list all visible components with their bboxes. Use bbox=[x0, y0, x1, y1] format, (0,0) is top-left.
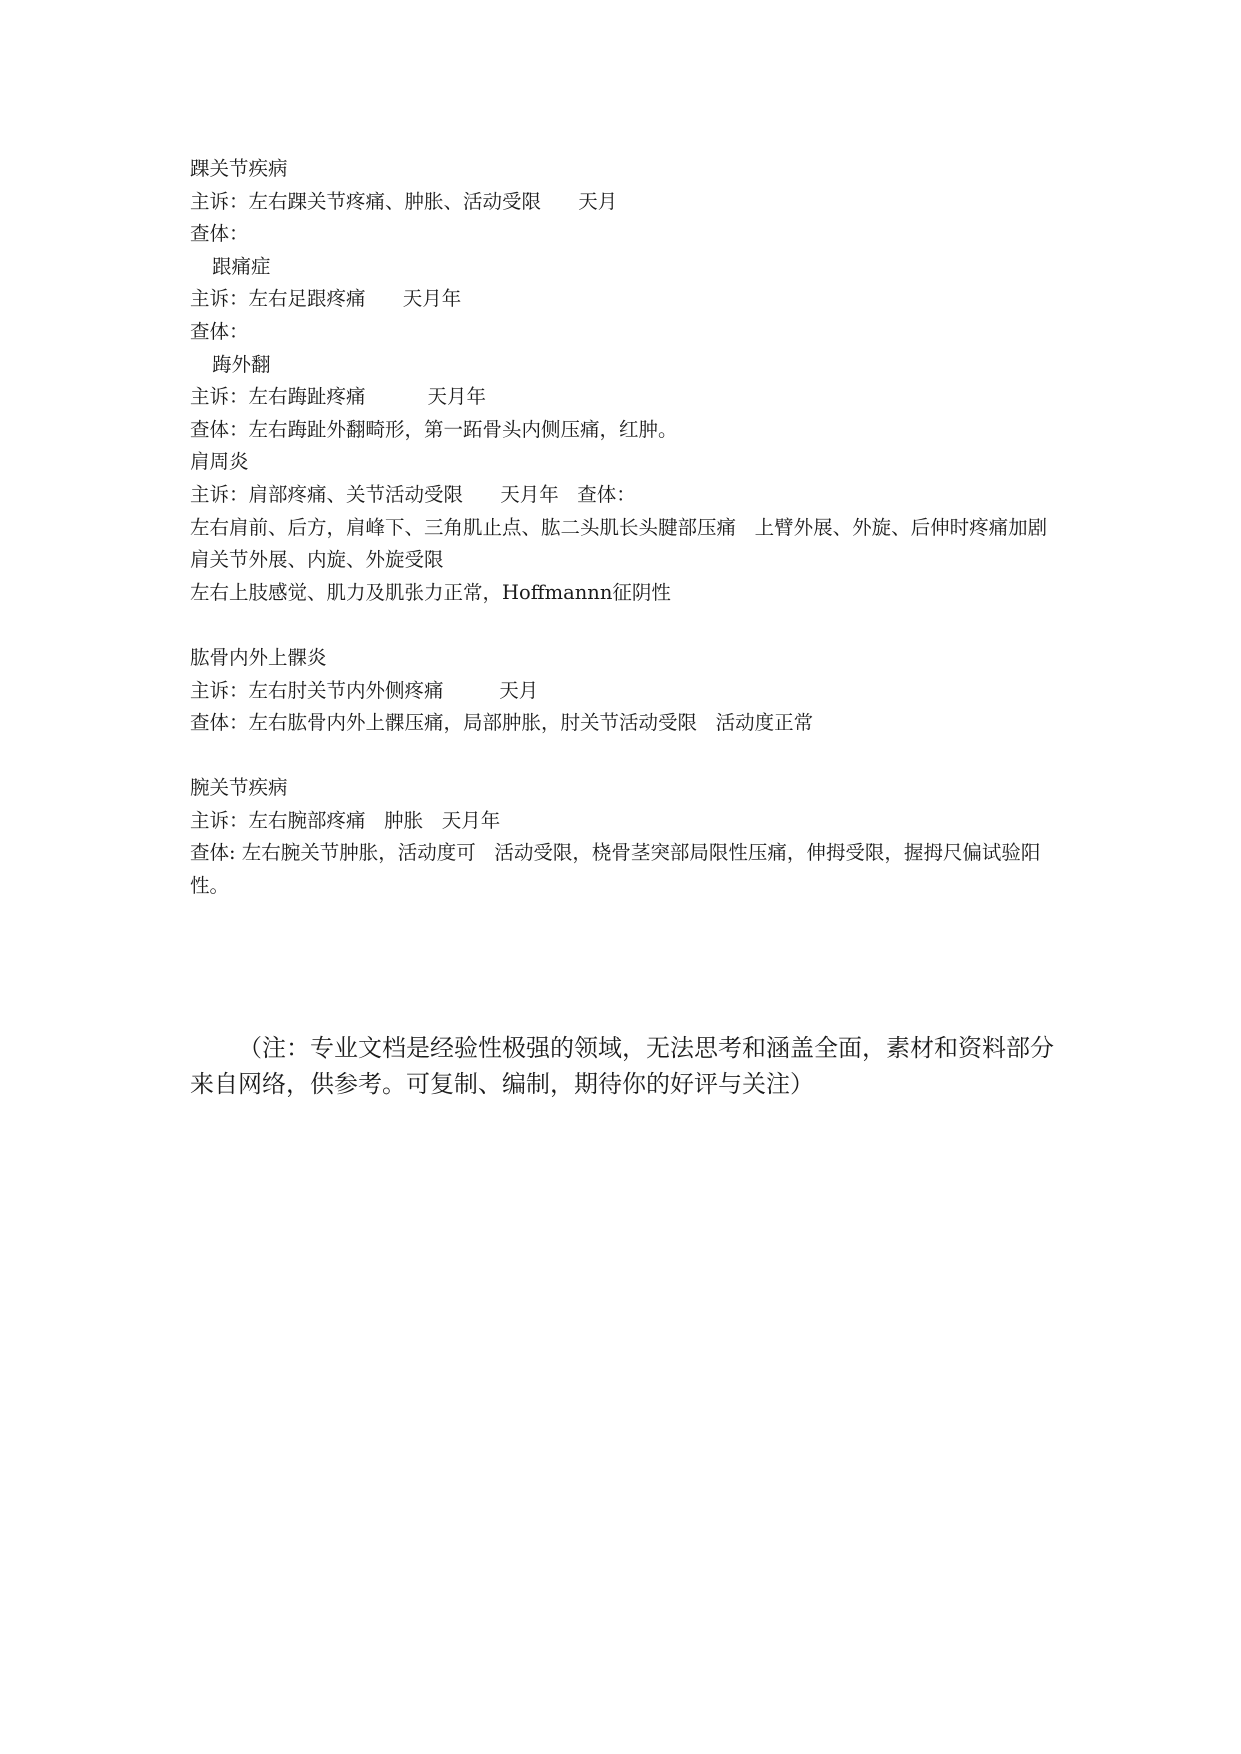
blank-line bbox=[190, 609, 1070, 642]
section-title-heel: 跟痛症 bbox=[212, 254, 271, 278]
section-complaint-hallux: 主诉：左右踇趾疼痛 天月年 bbox=[190, 385, 486, 409]
section-title-wrist: 腕关节疾病 bbox=[190, 776, 288, 800]
section-title-ankle: 踝关节疾病 bbox=[190, 157, 288, 180]
section-complaint-wrist: 主诉：左右腕部疼痛 肿胀 天月年 bbox=[190, 808, 501, 832]
section-exam-heel: 查体： bbox=[190, 319, 249, 343]
section-exam-shoulder: 左右肩前、后方，肩峰下、三角肌止点、肱二头肌长头腱部压痛 上臂外展、外旋、后伸时疼痛加剧 肩关节外展、内旋、外旋受限 bbox=[190, 515, 1066, 572]
section-extra-shoulder: 左右上肢感觉、肌力及肌张力正常，Hoffmannn征阴性 bbox=[190, 580, 671, 604]
section-exam-epicondylitis: 查体：左右肱骨内外上髁压痛，局部肿胀，肘关节活动受限 活动度正常 bbox=[190, 711, 814, 735]
section-exam-ankle: 查体： bbox=[190, 222, 249, 246]
section-title-epicondylitis: 肱骨内外上髁炎 bbox=[190, 645, 327, 669]
section-exam-hallux: 查体：左右踇趾外翻畸形，第一跖骨头内侧压痛，红肿。 bbox=[190, 417, 678, 441]
footer-note: （注：专业文档是经验性极强的领域，无法思考和涵盖全面，素材和资料部分来自网络，供参考。可复制、编制，期待你的好评与关注） bbox=[190, 1034, 1054, 1098]
document-body bbox=[190, 153, 1070, 903]
section-title-hallux: 踇外翻 bbox=[212, 352, 271, 376]
section-complaint-ankle: 主诉：左右踝关节疼痛、肿胀、活动受限 天月 bbox=[190, 189, 618, 213]
blank-line bbox=[190, 740, 1070, 773]
section-complaint-heel: 主诉：左右足跟疼痛 天月年 bbox=[190, 287, 462, 311]
section-exam-wrist: 查体: 左右腕关节肿胀，活动度可 活动受限，桡骨茎突部局限性压痛，伸拇受限，握拇尺偏试验阳性。 bbox=[190, 841, 1041, 898]
section-complaint-shoulder: 主诉：肩部疼痛、关节活动受限 天月年 查体： bbox=[190, 482, 636, 506]
section-complaint-epicondylitis: 主诉：左右肘关节内外侧疼痛 天月 bbox=[190, 678, 539, 702]
section-title-shoulder: 肩周炎 bbox=[190, 450, 249, 474]
